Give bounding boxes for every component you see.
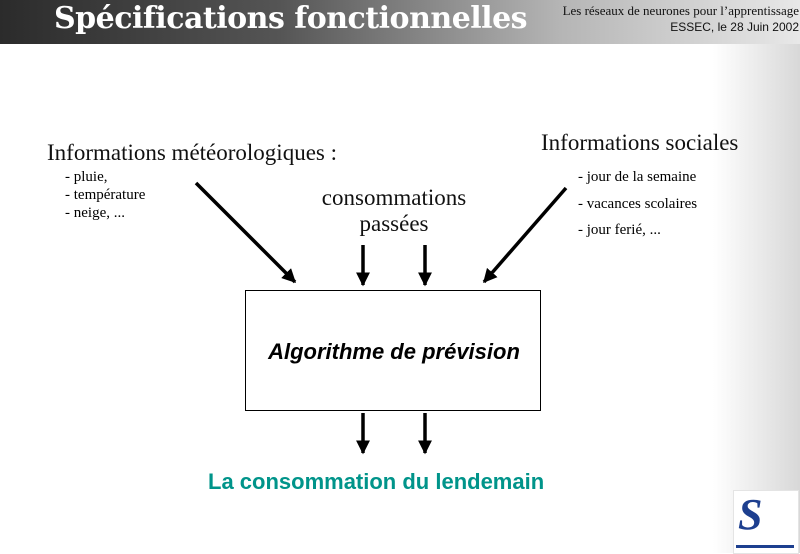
list-item: - température (65, 187, 146, 203)
social-heading: Informations sociales (541, 130, 739, 155)
output-label: La consommation du lendemain (208, 469, 545, 494)
list-item: - neige, ... (65, 205, 125, 221)
meteo-arrow (196, 183, 295, 282)
list-item: - jour ferié, ... (578, 222, 661, 238)
past-consumption-line1: consommations (321, 185, 467, 210)
venue-date: ESSEC, le 28 Juin 2002 (670, 20, 799, 34)
slide-title: Spécifications fonctionnelles (54, 1, 528, 36)
list-item: - vacances scolaires (578, 195, 698, 212)
forecast-algorithm-box (245, 290, 541, 411)
past-consumption-line2: passées (359, 211, 429, 236)
list-item: - pluie, (65, 169, 108, 185)
course-title: Les réseaux de neurones pour l’apprentissage (562, 3, 799, 18)
social-arrow (484, 188, 566, 282)
forecast-algorithm-label: Algorithme de prévision (268, 338, 520, 364)
logo-letter-icon: S (738, 490, 763, 539)
meteo-heading: Informations météorologiques : (47, 140, 337, 165)
list-item: - jour de la semaine (578, 169, 697, 185)
